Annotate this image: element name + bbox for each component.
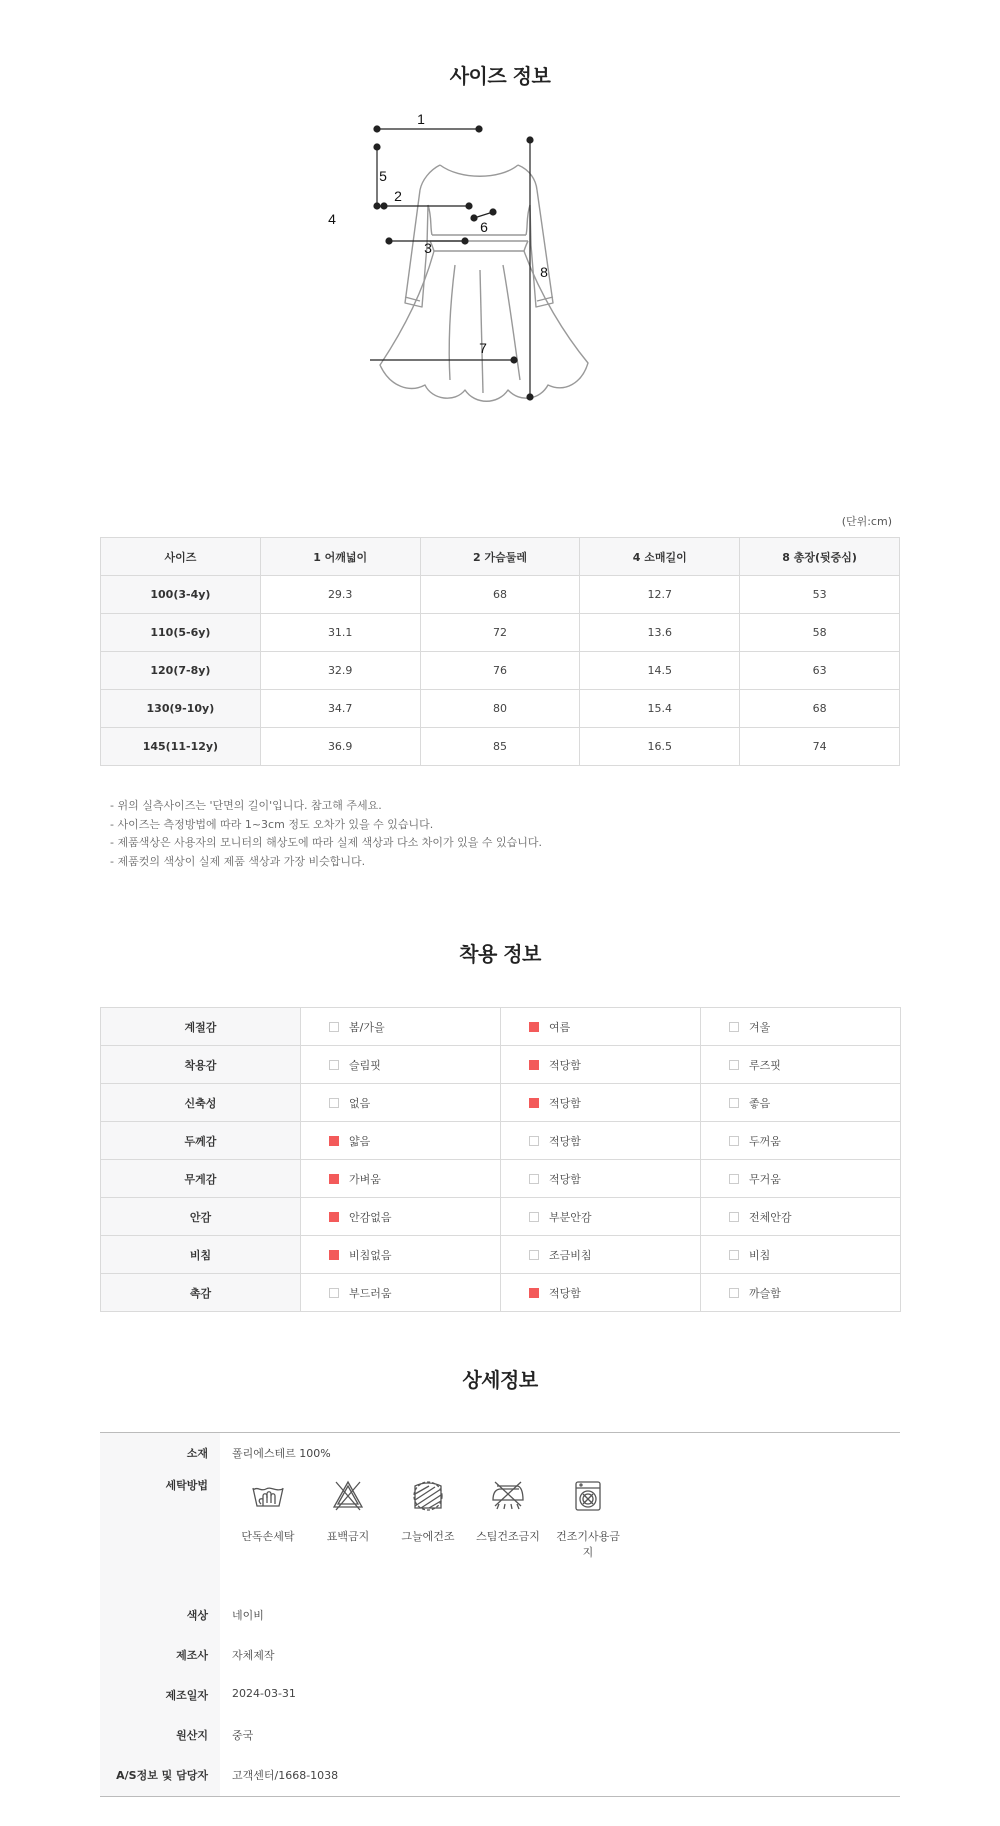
wash-label: 세탁방법 [100, 1471, 220, 1595]
table-row [101, 614, 900, 652]
unchecked-box-icon [729, 1174, 739, 1184]
table-cell: 36.9 [260, 728, 420, 766]
table-row [101, 690, 900, 728]
detail-info-title: 상세정보 [462, 1368, 538, 1392]
checked-box-icon [529, 1098, 539, 1108]
fit-option-label: 없음 [349, 1096, 371, 1110]
header-length: 8 총장(뒷중심) [740, 538, 900, 576]
note-item: - 위의 실측사이즈는 '단면의 길이'입니다. 참고해 주세요. [110, 799, 382, 812]
fit-option [301, 1198, 501, 1236]
checked-box-icon [529, 1022, 539, 1032]
diagram-number-2: 2 [394, 188, 402, 204]
checked-box-icon [329, 1212, 339, 1222]
table-row [101, 1046, 901, 1084]
fit-option-label: 적당함 [549, 1286, 581, 1300]
fit-option-label: 전체안감 [749, 1210, 792, 1224]
fit-row-label: 계절감 [101, 1008, 301, 1046]
table-cell: 15.4 [580, 690, 740, 728]
table-cell: 31.1 [260, 614, 420, 652]
fit-option-label: 부드러움 [349, 1286, 392, 1300]
table-row [101, 728, 900, 766]
unchecked-box-icon [729, 1212, 739, 1222]
fit-option [501, 1236, 701, 1274]
unchecked-box-icon [729, 1022, 739, 1032]
fit-option-label: 겨울 [749, 1020, 771, 1034]
diagram-number-5: 5 [379, 168, 387, 184]
fit-option-label: 얇음 [349, 1134, 371, 1148]
detail-row [100, 1635, 900, 1675]
size-label: 145(11-12y) [101, 728, 261, 766]
size-notes [110, 797, 542, 871]
fit-option-label: 적당함 [549, 1096, 581, 1110]
care-no-tumble [552, 1476, 624, 1560]
table-cell: 68 [420, 576, 580, 614]
unchecked-box-icon [329, 1288, 339, 1298]
note-item: - 제품색상은 사용자의 모니터의 해상도에 따라 실제 색상과 다소 차이가 있을 수 있습니다. [110, 836, 542, 849]
size-label: 110(5-6y) [101, 614, 261, 652]
fit-option [501, 1122, 701, 1160]
detail-table [100, 1432, 900, 1797]
fit-option [701, 1160, 901, 1198]
fit-option [501, 1274, 701, 1312]
table-row [101, 1160, 901, 1198]
fit-option [701, 1198, 901, 1236]
as-info-value: 고객센터/1668-1038 [232, 1768, 339, 1782]
unchecked-box-icon [729, 1250, 739, 1260]
fit-option-label: 까슬함 [749, 1286, 781, 1300]
diagram-number-3: 3 [424, 240, 432, 256]
manufacture-date-value: 2024-03-31 [232, 1686, 296, 1700]
fit-row-label: 착용감 [101, 1046, 301, 1084]
care-label: 단독손세탁 [241, 1529, 295, 1543]
origin-value: 중국 [232, 1728, 254, 1742]
fit-option [501, 1008, 701, 1046]
table-cell: 16.5 [580, 728, 740, 766]
table-row [101, 576, 900, 614]
fit-option [301, 1122, 501, 1160]
table-cell: 58 [740, 614, 900, 652]
fit-option-label: 무거움 [749, 1172, 781, 1186]
checked-box-icon [329, 1250, 339, 1260]
fit-option-label: 슬림핏 [349, 1058, 381, 1072]
header-sleeve: 4 소매길이 [580, 538, 740, 576]
fit-info-title: 착용 정보 [459, 942, 541, 966]
checked-box-icon [529, 1060, 539, 1070]
table-cell: 53 [740, 576, 900, 614]
unchecked-box-icon [329, 1098, 339, 1108]
detail-row [100, 1755, 900, 1797]
unchecked-box-icon [529, 1212, 539, 1222]
table-cell: 72 [420, 614, 580, 652]
fit-option-label: 부분안감 [549, 1210, 592, 1224]
detail-row [100, 1675, 900, 1715]
table-cell: 80 [420, 690, 580, 728]
fit-option-label: 비침 [749, 1248, 771, 1262]
origin-label: 원산지 [100, 1715, 220, 1755]
table-cell: 68 [740, 690, 900, 728]
fit-option [701, 1046, 901, 1084]
unit-label: (단위:cm) [841, 515, 892, 528]
fit-option-label: 비침없음 [349, 1248, 392, 1262]
hand-wash-icon [249, 1476, 287, 1514]
as-info-label: A/S정보 및 담당자 [100, 1755, 220, 1797]
table-cell: 13.6 [580, 614, 740, 652]
fit-option [301, 1046, 501, 1084]
detail-row-material [100, 1433, 900, 1471]
table-cell: 29.3 [260, 576, 420, 614]
fit-option [501, 1160, 701, 1198]
diagram-number-4: 4 [328, 211, 336, 227]
header-size: 사이즈 [101, 538, 261, 576]
table-cell: 85 [420, 728, 580, 766]
checked-box-icon [529, 1288, 539, 1298]
size-info-title: 사이즈 정보 [449, 64, 551, 88]
unchecked-box-icon [729, 1060, 739, 1070]
fit-option [301, 1236, 501, 1274]
fit-option-label: 두꺼움 [749, 1134, 781, 1148]
fit-option-label: 좋음 [749, 1096, 771, 1110]
fit-table [100, 1007, 901, 1312]
fit-option-label: 루즈핏 [749, 1058, 781, 1072]
fit-row-label: 안감 [101, 1198, 301, 1236]
manufacturer-label: 제조사 [100, 1635, 220, 1675]
care-label: 스팀건조금지 [476, 1529, 540, 1543]
no-tumble-dry-icon [569, 1476, 607, 1514]
table-row [101, 1236, 901, 1274]
size-table [100, 537, 900, 766]
table-row [101, 1008, 901, 1046]
fit-row-label: 비침 [101, 1236, 301, 1274]
no-steam-iron-icon [489, 1476, 527, 1514]
care-hand-wash [232, 1476, 304, 1560]
shade-dry-icon [409, 1476, 447, 1514]
fit-option-label: 조금비침 [549, 1248, 592, 1262]
unchecked-box-icon [329, 1022, 339, 1032]
fit-option [701, 1274, 901, 1312]
fit-row-label: 신축성 [101, 1084, 301, 1122]
care-label: 표백금지 [326, 1529, 370, 1543]
fit-option [301, 1274, 501, 1312]
care-icons [220, 1471, 900, 1595]
fit-option [301, 1008, 501, 1046]
detail-row-washing [100, 1471, 900, 1595]
fit-row-label: 촉감 [101, 1274, 301, 1312]
unchecked-box-icon [529, 1250, 539, 1260]
fit-option [501, 1046, 701, 1084]
fit-option-label: 가벼움 [349, 1172, 381, 1186]
color-label: 색상 [100, 1595, 220, 1635]
table-cell: 12.7 [580, 576, 740, 614]
care-no-bleach [312, 1476, 384, 1560]
fit-option [301, 1160, 501, 1198]
table-row [101, 1274, 901, 1312]
unchecked-box-icon [729, 1288, 739, 1298]
header-chest: 2 가슴둘레 [420, 538, 580, 576]
table-cell: 74 [740, 728, 900, 766]
manufacturer-value: 자체제작 [232, 1648, 275, 1662]
table-row [101, 1084, 901, 1122]
dress-measurement-diagram [328, 111, 650, 470]
unchecked-box-icon [529, 1174, 539, 1184]
table-row [101, 652, 900, 690]
fit-option [701, 1122, 901, 1160]
diagram-number-1: 1 [417, 111, 425, 127]
unchecked-box-icon [529, 1136, 539, 1146]
care-label: 건조기사용금지 [556, 1529, 620, 1559]
header-shoulder: 1 어깨넓이 [260, 538, 420, 576]
fit-option [301, 1084, 501, 1122]
detail-row [100, 1715, 900, 1755]
fit-option-label: 봄/가을 [349, 1020, 385, 1034]
size-label: 120(7-8y) [101, 652, 261, 690]
checked-box-icon [329, 1174, 339, 1184]
fit-option [501, 1198, 701, 1236]
checked-box-icon [329, 1136, 339, 1146]
diagram-number-8: 8 [540, 264, 548, 280]
note-item: - 사이즈는 측정방법에 따라 1~3cm 정도 오차가 있을 수 있습니다. [110, 817, 434, 831]
table-cell: 76 [420, 652, 580, 690]
unchecked-box-icon [729, 1098, 739, 1108]
fit-option [501, 1084, 701, 1122]
fit-option-label: 여름 [549, 1020, 571, 1034]
fit-option [701, 1236, 901, 1274]
fit-option-label: 적당함 [549, 1172, 581, 1186]
fit-option [701, 1084, 901, 1122]
table-row [101, 1122, 901, 1160]
fit-row-label: 무게감 [101, 1160, 301, 1198]
table-cell: 34.7 [260, 690, 420, 728]
size-table-header [101, 538, 900, 576]
unchecked-box-icon [729, 1136, 739, 1146]
diagram-number-7: 7 [479, 340, 487, 356]
fit-option-label: 적당함 [549, 1058, 581, 1072]
table-cell: 32.9 [260, 652, 420, 690]
care-no-steam [472, 1476, 544, 1560]
table-cell: 63 [740, 652, 900, 690]
table-cell: 14.5 [580, 652, 740, 690]
diagram-number-6: 6 [480, 219, 488, 235]
unchecked-box-icon [329, 1060, 339, 1070]
detail-row [100, 1595, 900, 1635]
note-item: - 제품컷의 색상이 실제 제품 색상과 가장 비슷합니다. [110, 854, 366, 868]
care-shade-dry [392, 1476, 464, 1560]
fit-option-label: 안감없음 [349, 1210, 392, 1224]
fit-option-label: 적당함 [549, 1134, 581, 1148]
table-row [101, 1198, 901, 1236]
size-label: 130(9-10y) [101, 690, 261, 728]
fit-option [701, 1008, 901, 1046]
fit-row-label: 두께감 [101, 1122, 301, 1160]
color-value: 네이비 [232, 1608, 264, 1622]
manufacture-date-label: 제조일자 [100, 1675, 220, 1715]
material-label: 소재 [100, 1433, 220, 1471]
material-value: 폴리에스테르 100% [232, 1447, 331, 1460]
no-bleach-icon [329, 1476, 367, 1514]
care-label: 그늘에건조 [401, 1529, 455, 1543]
size-label: 100(3-4y) [101, 576, 261, 614]
